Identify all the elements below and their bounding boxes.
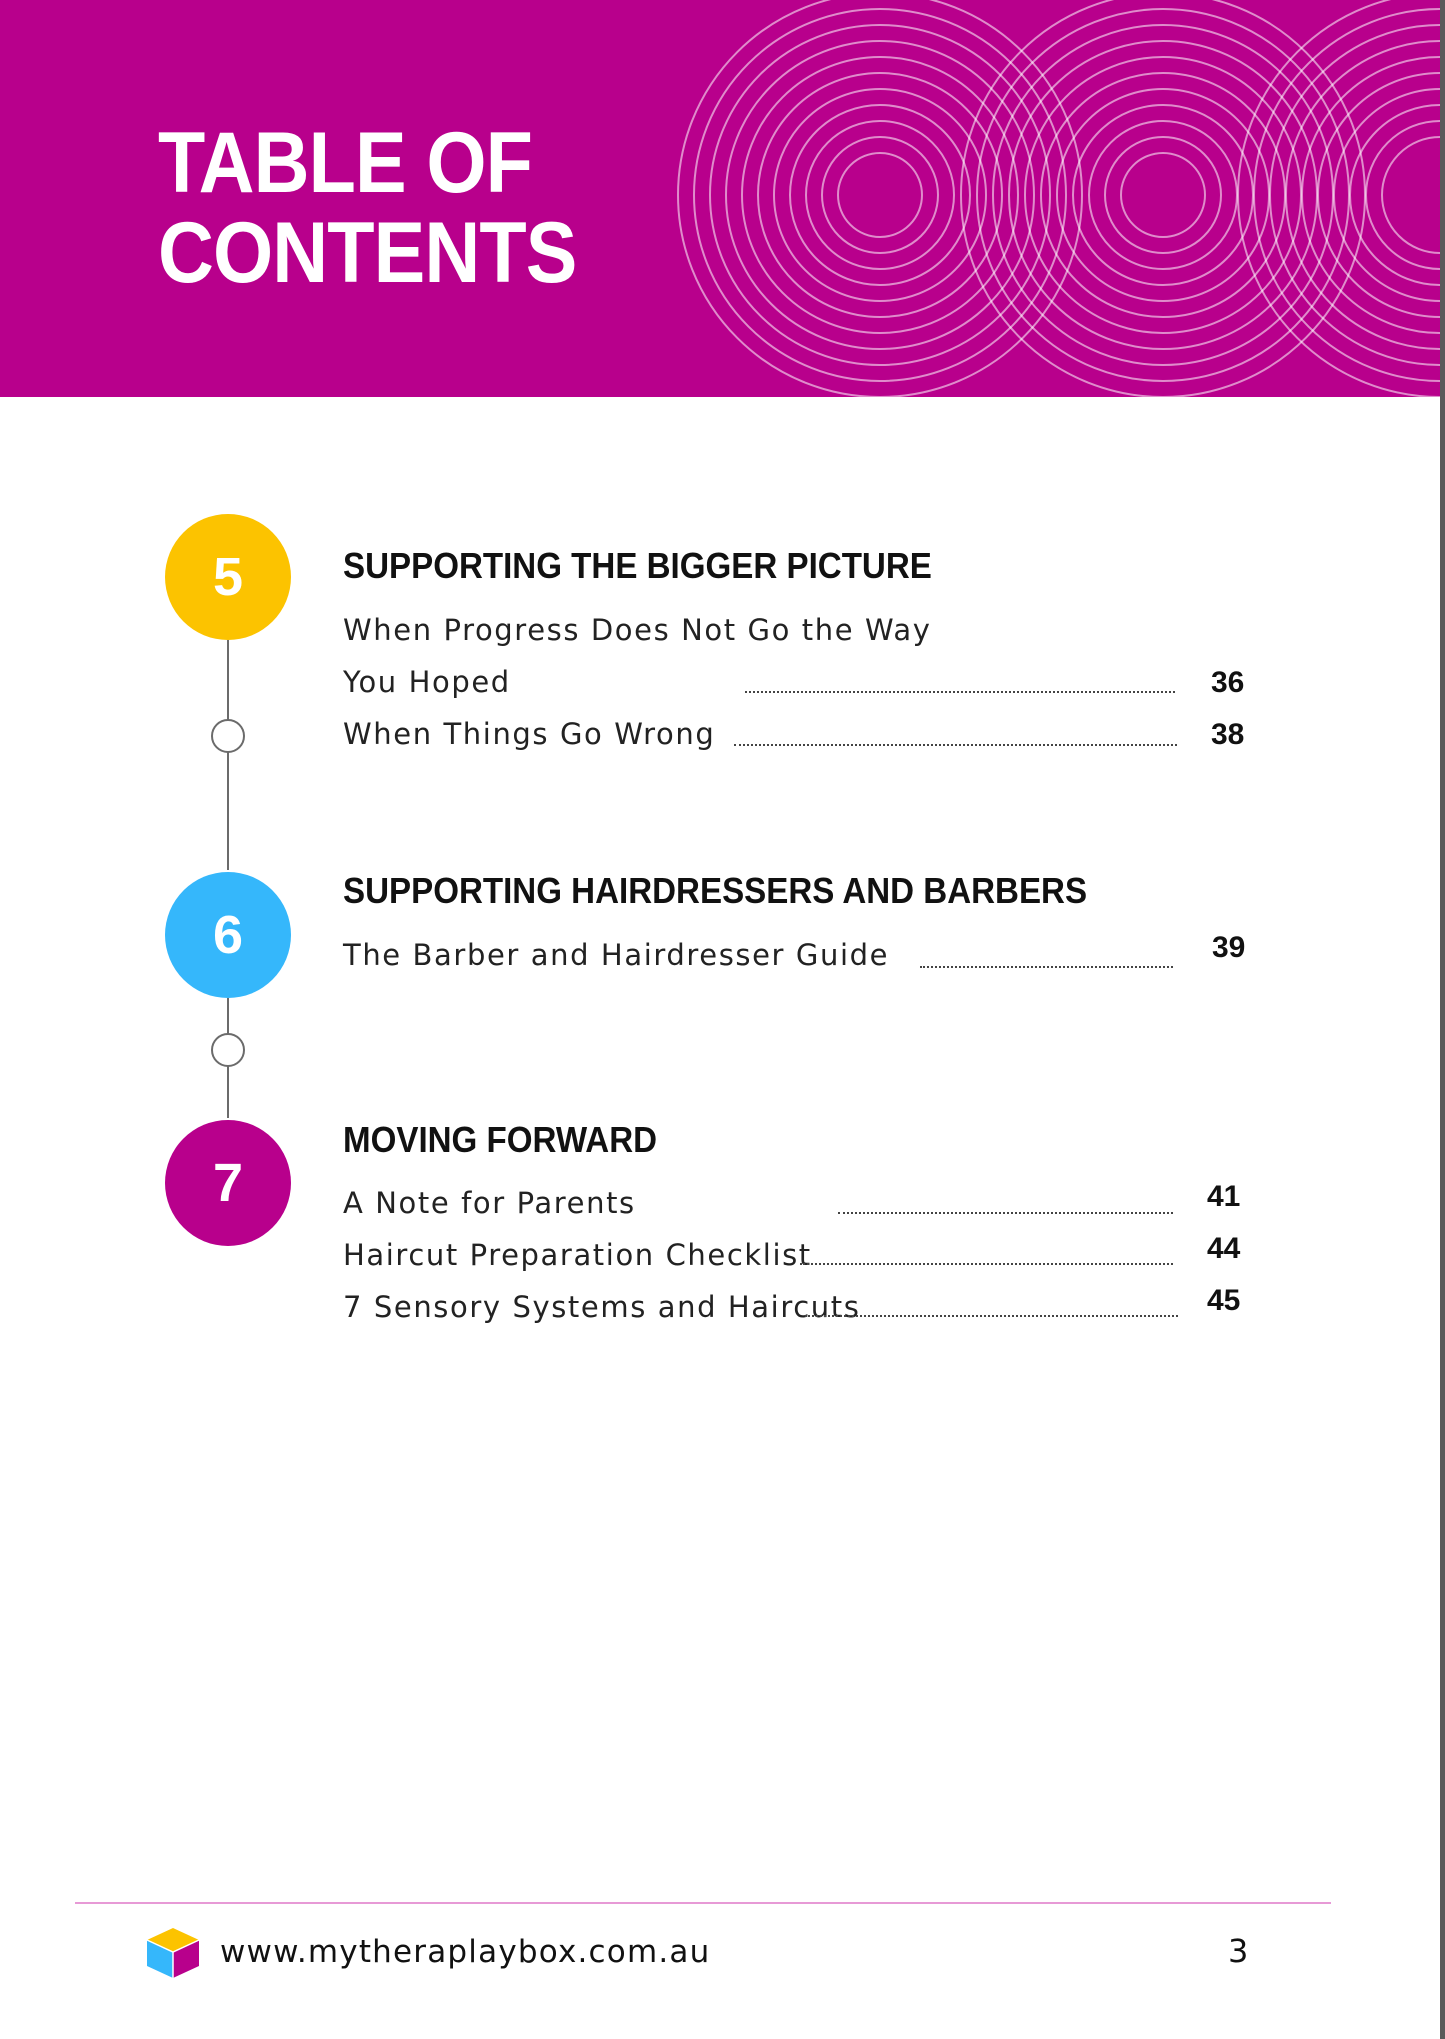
toc-entry-title: You Hoped: [343, 665, 511, 699]
section-number: 6: [212, 905, 244, 965]
page-edge-shadow: [1440, 0, 1445, 2039]
timeline-node: [212, 1034, 244, 1066]
footer-website-url[interactable]: www.mytheraplaybox.com.au: [220, 1934, 711, 1970]
cube-logo-icon: [144, 1926, 202, 1980]
dotted-leader: [734, 744, 1177, 746]
toc-page-number: 36: [1211, 666, 1245, 699]
section-7-title: MOVING FORWARD: [343, 1119, 658, 1160]
footer-page-number: 3: [1228, 1932, 1249, 1970]
toc-entry-title: Haircut Preparation Checklist: [343, 1238, 812, 1272]
toc-entry-title: 7 Sensory Systems and Haircuts: [343, 1290, 861, 1324]
footer-divider: [75, 1902, 1331, 1904]
dotted-leader: [745, 691, 1175, 693]
toc-entry-title: The Barber and Hairdresser Guide: [343, 938, 890, 972]
section-number: 7: [212, 1153, 244, 1213]
toc-entry-title: A Note for Parents: [343, 1186, 636, 1220]
timeline-node: [212, 720, 244, 752]
section-6-number-circle: [165, 872, 291, 998]
toc-entry-title: When Things Go Wrong: [343, 717, 716, 751]
dotted-leader: [920, 966, 1173, 968]
dotted-leader: [805, 1315, 1178, 1317]
title-line-1: TABLE OF: [158, 115, 533, 211]
toc-page-number: 41: [1207, 1180, 1241, 1213]
toc-page-number: 38: [1211, 718, 1245, 751]
section-7-number-circle: [165, 1120, 291, 1246]
toc-page-number: 39: [1212, 931, 1246, 964]
section-5-number-circle: [165, 514, 291, 640]
toc-page-number: 44: [1207, 1232, 1241, 1265]
dotted-leader: [838, 1212, 1173, 1214]
toc-page-number: 45: [1207, 1284, 1241, 1317]
section-number: 5: [212, 547, 244, 607]
toc-entry-title: When Progress Does Not Go the Way: [343, 613, 932, 647]
dotted-leader: [800, 1263, 1173, 1265]
section-6-title: SUPPORTING HAIRDRESSERS AND BARBERS: [343, 870, 1088, 911]
title-line-2: CONTENTS: [158, 205, 577, 301]
section-5-title: SUPPORTING THE BIGGER PICTURE: [343, 545, 932, 586]
